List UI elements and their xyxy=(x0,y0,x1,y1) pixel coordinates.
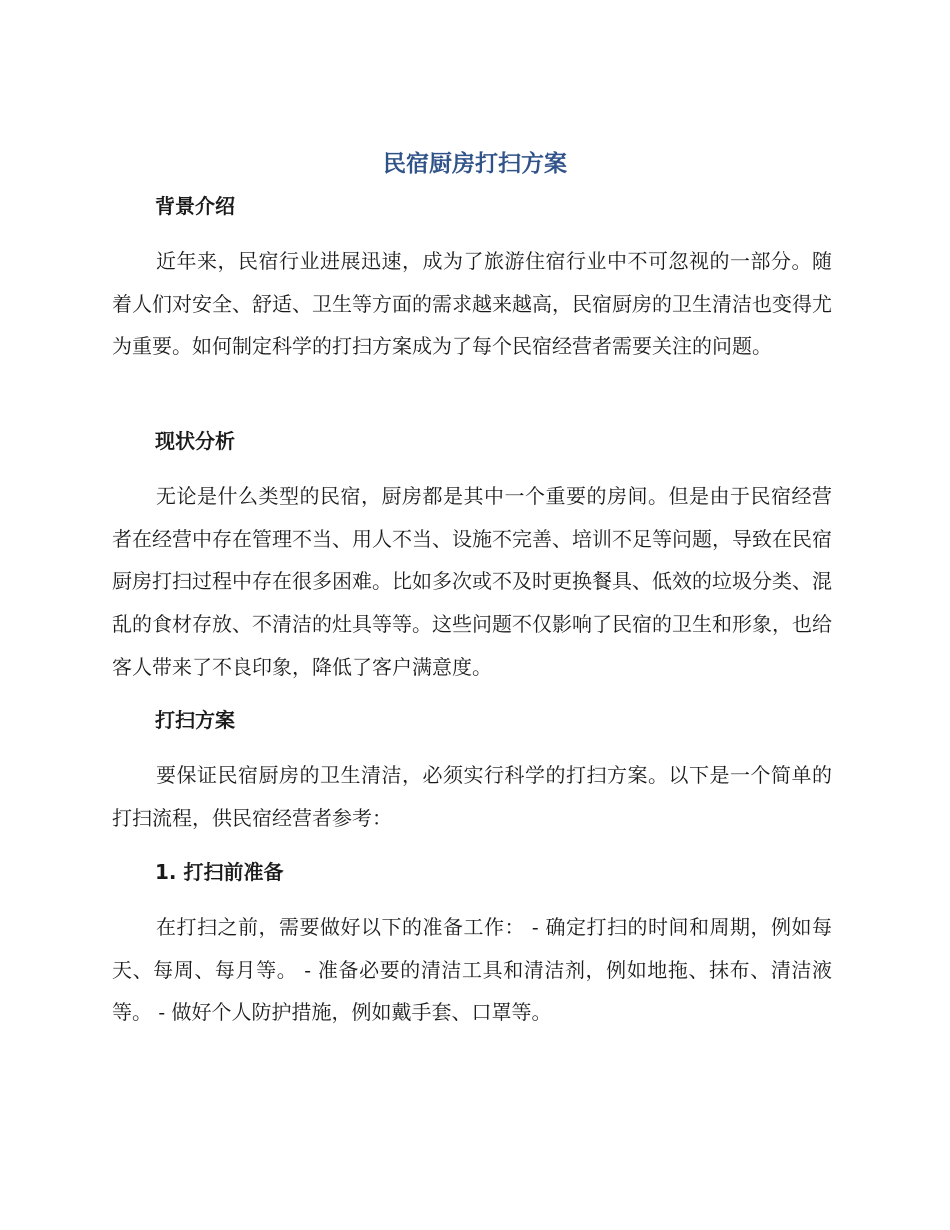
section-paragraph-preparation: 在打扫之前，需要做好以下的准备工作： - 确定打扫的时间和周期，例如每天、每周、每月等。 - 准备必要的清洁工具和清洁剂，例如地拖、抹布、清洁液等。 - 做好个人防护措施，例如戴手套、口罩等。 xyxy=(112,915,832,1025)
section-heading-analysis: 现状分析 xyxy=(155,429,235,453)
section-paragraph-background: 近年来，民宿行业进展迅速，成为了旅游住宿行业中不可忽视的一部分。随着人们对安全、舒适、卫生等方面的需求越来越高，民宿厨房的卫生清洁也变得尤为重要。如何制定科学的打扫方案成为了每个民宿经营者需要关注的问题。 xyxy=(112,249,832,359)
document-title: 民宿厨房打扫方案 xyxy=(383,151,567,177)
section-paragraph-plan: 要保证民宿厨房的卫生清洁，必须实行科学的打扫方案。以下是一个简单的打扫流程，供民宿经营者参考： xyxy=(112,763,832,830)
section-heading-background: 背景介绍 xyxy=(155,194,235,218)
section-paragraph-analysis: 无论是什么类型的民宿，厨房都是其中一个重要的房间。但是由于民宿经营者在经营中存在管理不当、用人不当、设施不完善、培训不足等问题，导致在民宿厨房打扫过程中存在很多困难。比如多次或不及时更换餐具、低效的垃圾分类、混乱的食材存放、不清洁的灶具等等。这些问题不仅影响了民宿的卫生和形象，也给客人带来了不良印象，降低了客户满意度。 xyxy=(112,484,832,679)
section-heading-plan: 打扫方案 xyxy=(155,708,235,732)
section-heading-preparation: 1. 打扫前准备 xyxy=(155,860,284,884)
